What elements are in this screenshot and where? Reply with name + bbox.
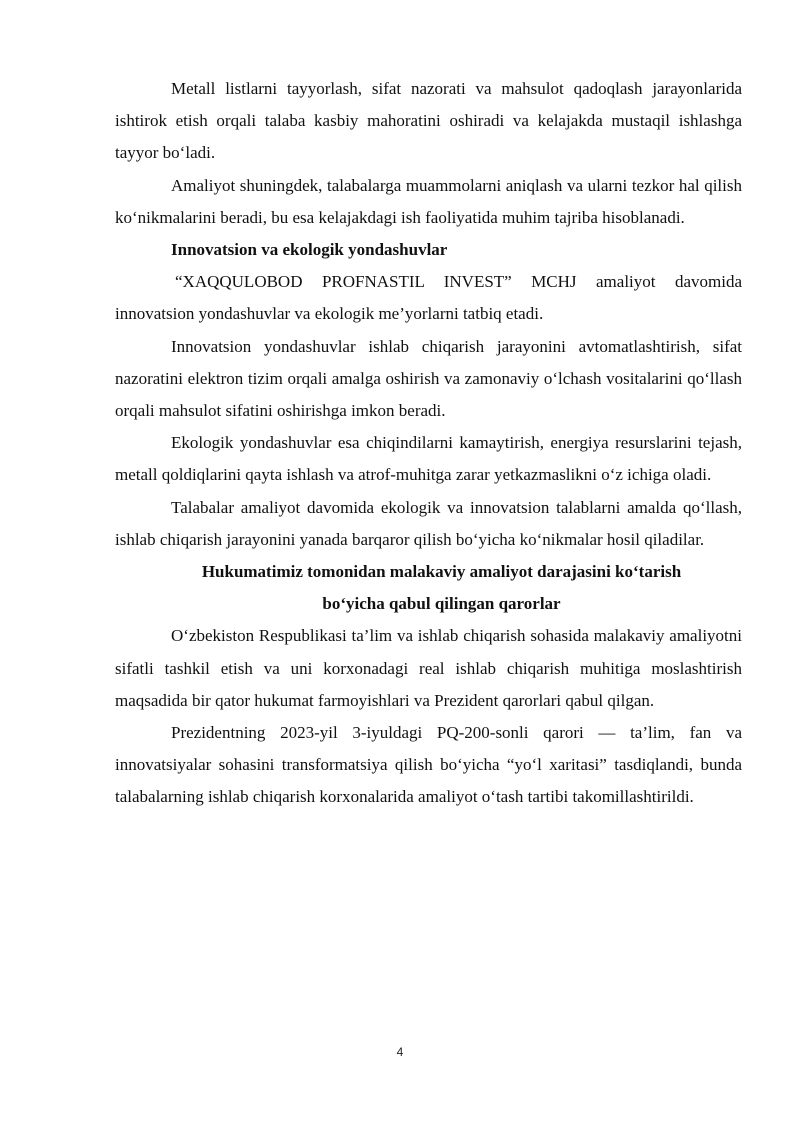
paragraph-company-intro: “XAQQULOBOD PROFNASTIL INVEST” MCHJ amaliyot davomida innovatsion yondashuvlar va ekologik me’yorlarni tatbiq etadi.: [115, 272, 742, 324]
heading-innovative-ecological: Innovatsion va ekologik yondashuvlar: [171, 240, 448, 260]
paragraph-practice-skills: Amaliyot shuningdek, talabalarga muammolarni aniqlash va ularni tezkor hal qilish ko‘nikmalarini beradi, bu esa kelajakdagi ish faoliyatida muhim tajriba hisoblanadi.: [115, 175, 742, 227]
page-number: 4: [396, 1045, 404, 1059]
paragraph-ecological-approaches: Ekologik yondashuvlar esa chiqindilarni kamaytirish, energiya resurslarini tejash, metall qoldiqlarini qayta ishlash va atrof-muhitga zarar yetkazmaslikni o‘z ichiga oladi.: [115, 433, 742, 485]
heading-government-decisions-line1: Hukumatimiz tomonidan malakaviy amaliyot darajasini ko‘tarish: [201, 562, 682, 582]
paragraph-president-resolution: Prezidentning 2023-yil 3-iyuldagi PQ-200-sonli qarori — ta’lim, fan va innovatsiyalar sohasini transformatsiya qilish bo‘yicha “yo‘l xaritasi” tasdiqlandi, bunda talabalarning ishlab chiqarish korxonalarida amaliyot o‘tash tartibi takomillashtirildi.: [115, 723, 742, 807]
paragraph-metal-sheets: Metall listlarni tayyorlash, sifat nazorati va mahsulot qadoqlash jarayonlarida ishtirok etish orqali talaba kasbiy mahoratini oshiradi va kelajakda mustaqil ishlashga tayyor bo‘ladi.: [115, 79, 742, 163]
paragraph-uzbekistan-decrees: O‘zbekiston Respublikasi ta’lim va ishlab chiqarish sohasida malakaviy amaliyotni sifatli tashkil etish va uni korxonadagi real ishlab chiqarish muhitiga moslashtirish maqsadida bir qator hukumat farmoyishlari va Prezident qarorlari qabul qilgan.: [115, 626, 742, 710]
document-body: [115, 73, 742, 814]
paragraph-students-skills: Talabalar amaliyot davomida ekologik va innovatsion talablarni amalda qo‘llash, ishlab chiqarish jarayonini yanada barqaror qilish bo‘yicha ko‘nikmalar hosil qiladilar.: [115, 497, 742, 549]
heading-government-decisions: [115, 556, 742, 620]
heading-government-decisions-line2: bo‘yicha qabul qilingan qarorlar: [322, 594, 561, 614]
paragraph-innovative-approaches: Innovatsion yondashuvlar ishlab chiqarish jarayonini avtomatlashtirish, sifat nazoratini elektron tizim orqali amalga oshirish va zamonaviy o‘lchash vositalarini qo‘llash orqali mahsulot sifatini oshirishga imkon beradi.: [115, 336, 742, 421]
